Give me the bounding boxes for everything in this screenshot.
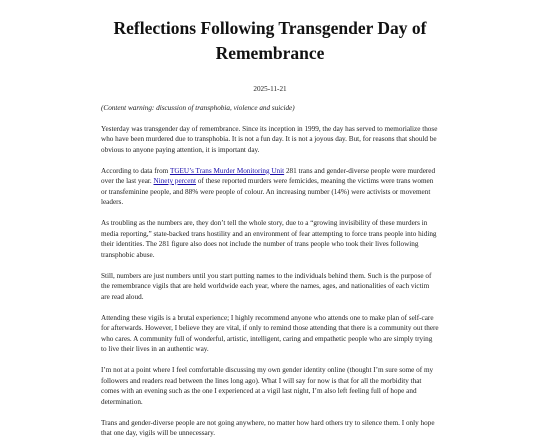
paragraph-1: Yesterday was transgender day of remembrance. Since its inception in 1999, the day has served to memorialize those who have been murdered due to transphobia. It is not a fun day. It is not a joyous day. But, for reasons that should be obvious to anyone paying attention, it is important day.	[101, 124, 438, 154]
paragraph-2-text-c: of these reported murders were femicides, meaning the victims were trans women or transfeminine people, and 88% were people of colour. An increasing number (14%) were activists or movement leaders.	[101, 177, 434, 206]
paragraph-2-text-a: According to data from	[101, 166, 170, 175]
paragraph-4: Still, numbers are just numbers until you start putting names to the individuals behind them. Such is the purpose of the remembrance vigils that are held worldwide each year, where the names, ages, and nationalities of each victim are read aloud.	[101, 271, 432, 301]
page-title: Reflections Following Transgender Day of Remembrance	[113, 18, 427, 63]
paragraph-7: Trans and gender-diverse people are not going anywhere, no matter how hard others try to silence them. I only hope that one day, vigils will be unnecessary.	[101, 418, 435, 437]
paragraph-3: As troubling as the numbers are, they don’t tell the whole story, due to a “growing invisibility of these murders in media reporting,” state-backed trans hostility and an environment of fear attempting to force trans people into hiding their identities. The 281 figure also does not include the number of trans people who took their lives following transphobic abuse.	[101, 219, 437, 259]
paragraph-5: Attending these vigils is a brutal experience; I highly recommend anyone who attends one to make plan of self-care for afterwards. However, I believe they are vital, if only to remind those attending that there is a community out there who cares. A community full of wonderful, artistic, intelligent, caring and empathetic people who are simply trying to live their lives in an authentic way.	[101, 313, 439, 353]
paragraph-2	[101, 166, 439, 208]
post-date: 2025-11-21	[253, 85, 287, 93]
content-warning: (Content warning: discussion of transphobia, violence and suicide)	[101, 104, 295, 112]
tgeu-monitoring-link[interactable]: TGEU’s Trans Murder Monitoring Unit	[169, 166, 285, 175]
paragraph-2-text-b: 281 trans and gender-diverse people were murdered over the last year.	[101, 166, 436, 185]
paragraph-6: I’m not at a point where I feel comfortable discussing my own gender identity online (thought I’m sure some of my followers and readers read between the lines long ago). What I will say for now is that for all the morbidity that comes with an evening such as the one I experienced at a vigil last night, I’m also left feeling full of hope and determination.	[101, 366, 434, 406]
ninety-percent-link[interactable]: Ninety percent	[153, 177, 197, 185]
